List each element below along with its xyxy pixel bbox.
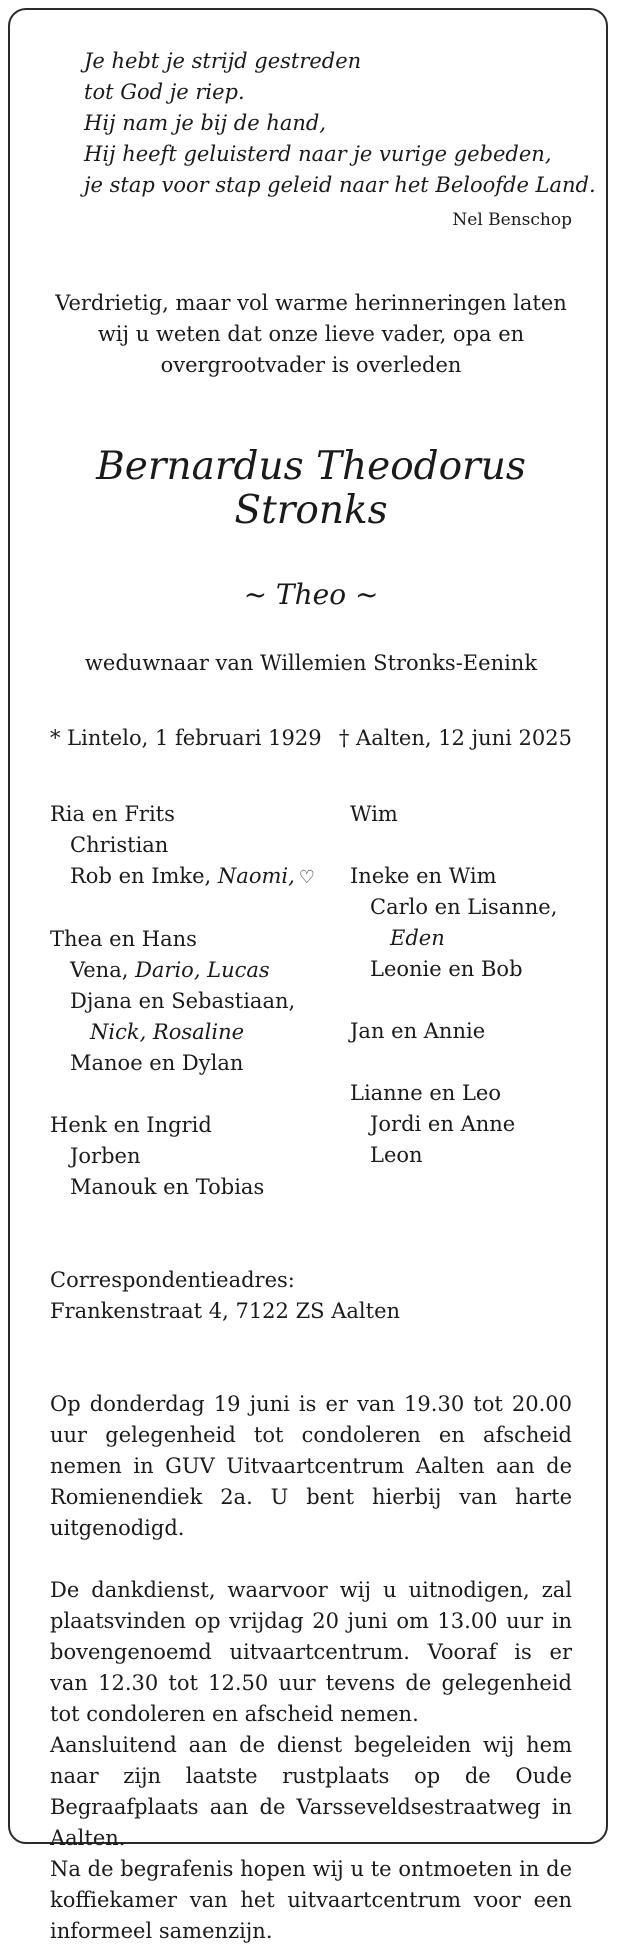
- deceased-name-line1: Bernardus Theodorus: [96, 444, 526, 489]
- family-member: Djana en Sebastiaan,: [70, 989, 296, 1013]
- family-member: Leonie en Bob: [370, 957, 523, 981]
- heart-icon: ♡: [298, 867, 315, 888]
- address-label: Correspondentieadres:: [50, 1268, 295, 1292]
- address-value: Frankenstraat 4, 7122 ZS Aalten: [50, 1299, 401, 1323]
- deceased-name-line2: Stronks: [234, 488, 388, 533]
- intro-text: Verdrietig, maar vol warme herinneringen laten wij u weten dat onze lieve vader, opa en overgrootvader is overleden: [55, 291, 567, 377]
- poem-line: Je hebt je strijd gestreden: [84, 49, 362, 73]
- burial-text: Aansluitend aan de dienst begeleiden wij hem naar zijn laatste rustplaats op de Oude Begraafplaats aan de Varsseveldsestraatweg in Aalten.: [50, 1733, 572, 1850]
- family-group: [350, 1078, 572, 1171]
- family-couple: Wim: [350, 802, 398, 826]
- deceased-nickname: ~ Theo ~: [243, 578, 379, 611]
- correspondence-address: [50, 1265, 572, 1327]
- great-grandchild: Eden: [390, 926, 445, 950]
- family-member: Manoe en Dylan: [70, 1051, 244, 1075]
- great-grandchildren: Dario, Lucas: [135, 958, 270, 982]
- great-grandchildren: Nick, Rosaline: [90, 1020, 245, 1044]
- spouse-line: weduwnaar van Willemien Stronks-Eenink: [84, 651, 538, 675]
- family-couple: Lianne en Leo: [350, 1081, 501, 1105]
- family-member: Jordi en Anne: [370, 1112, 516, 1136]
- family-couple: Ineke en Wim: [350, 864, 497, 888]
- family-member: [50, 861, 350, 893]
- reception-text: Na de begrafenis hopen wij u te ontmoeten in de koffiekamer van het uitvaartcentrum voor een informeel samenzijn.: [50, 1857, 572, 1943]
- family-couple: Jan en Annie: [350, 1019, 486, 1043]
- family-column-right: [350, 799, 572, 1203]
- service-text: De dankdienst, waarvoor wij u uitnodigen, zal plaatsvinden op vrijdag 20 juni om 13.00 uur in bovengenoemd uitvaartcentrum. Vooraf is er van 12.30 tot 12.50 uur tevens de gelegenheid tot condoleren en afscheid nemen.: [50, 1578, 572, 1726]
- family-member: Leon: [370, 1143, 423, 1167]
- service-paragraph: [50, 1575, 572, 1947]
- family-member: Carlo en Lisanne,: [370, 895, 558, 919]
- family-group: [350, 861, 572, 985]
- poem-author: Nel Benschop: [452, 210, 572, 230]
- family-list: [50, 799, 572, 1203]
- family-member-name: Vena,: [70, 958, 136, 982]
- family-group: [50, 924, 350, 1079]
- family-column-left: [50, 799, 350, 1203]
- family-member-couple: Rob en Imke,: [70, 864, 218, 888]
- poem-line: je stap voor stap geleid naar het Beloofde Land.: [84, 173, 596, 197]
- family-couple: Ria en Frits: [50, 802, 175, 826]
- deceased-name: [50, 445, 572, 533]
- family-group: [350, 1016, 572, 1047]
- birth-date: * Lintelo, 1 februari 1929: [50, 726, 322, 750]
- obituary-announcement: [50, 46, 596, 1947]
- family-group: [50, 1110, 350, 1203]
- poem-line: tot God je riep.: [84, 80, 245, 104]
- family-member: [50, 955, 350, 986]
- family-group: [350, 799, 572, 830]
- family-member: Christian: [70, 833, 169, 857]
- death-date: † Aalten, 12 juni 2025: [338, 726, 572, 750]
- poem-line: Hij nam je bij de hand,: [84, 111, 327, 135]
- family-group: [50, 799, 350, 893]
- family-couple: Thea en Hans: [50, 927, 197, 951]
- family-member: Manouk en Tobias: [70, 1175, 265, 1199]
- family-couple: Henk en Ingrid: [50, 1113, 212, 1137]
- life-dates: [50, 723, 572, 754]
- poem-line: Hij heeft geluisterd naar je vurige gebeden,: [84, 142, 552, 166]
- poem: [84, 46, 596, 201]
- condolence-paragraph: Op donderdag 19 juni is er van 19.30 tot 20.00 uur gelegenheid tot condoleren en afscheid nemen in GUV Uitvaartcentrum Aalten aan de Romienendiek 2a. U bent hierbij van harte uitgenodigd.: [50, 1392, 572, 1540]
- great-grandchild: Naomi,: [217, 864, 295, 888]
- family-member: Jorben: [70, 1144, 141, 1168]
